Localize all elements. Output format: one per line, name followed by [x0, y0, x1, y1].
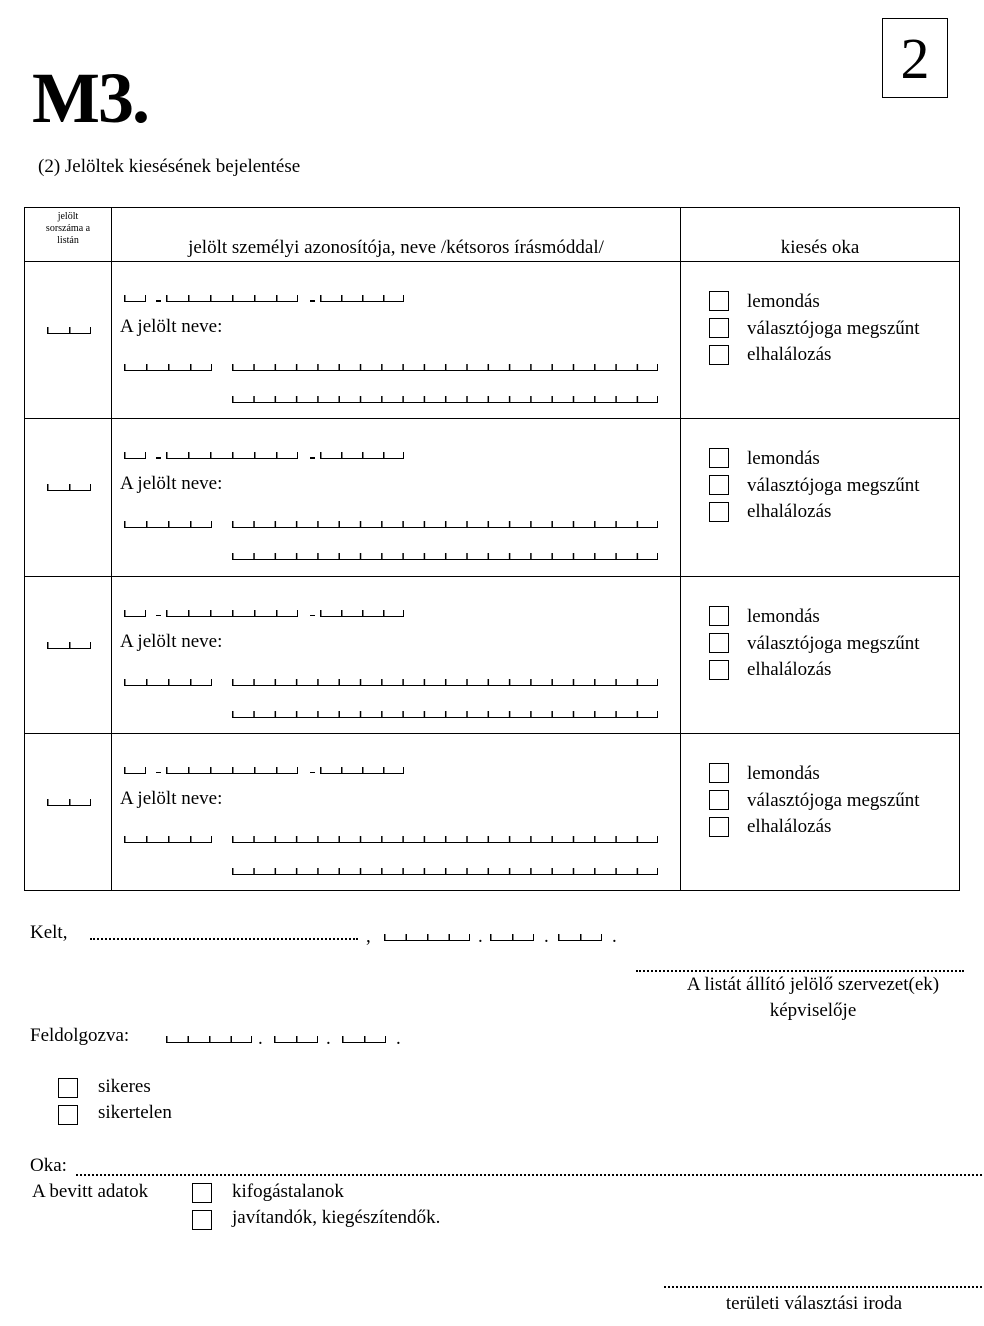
sikertelen-checkbox[interactable] [58, 1105, 78, 1125]
kelt-month-field[interactable] [490, 934, 534, 941]
name-line1-field[interactable] [232, 679, 658, 686]
col-header-identity: jelölt személyi azonosítója, neve /kétsoros írásmóddal/ [112, 208, 681, 262]
valasztojog-checkbox[interactable] [709, 633, 729, 653]
reason-cell [681, 262, 959, 418]
id-field-birthdate[interactable] [166, 295, 298, 302]
name-line1-field[interactable] [232, 364, 658, 371]
identity-cell [112, 419, 680, 575]
list-number-field[interactable] [47, 327, 91, 334]
list-number-field[interactable] [47, 799, 91, 806]
elhalalozas-checkbox[interactable] [709, 817, 729, 837]
id-field-serial[interactable] [320, 767, 404, 774]
elhalalozas-label: elhalálozás [747, 815, 832, 837]
lemondas-checkbox[interactable] [709, 448, 729, 468]
lemondas-label: lemondás [747, 762, 820, 784]
sikertelen-label: sikertelen [98, 1102, 172, 1123]
id-field-serial[interactable] [320, 295, 404, 302]
elhalalozas-checkbox[interactable] [709, 502, 729, 522]
signature2-title: területi választási iroda [725, 1293, 903, 1314]
signature2-line[interactable] [664, 1286, 982, 1288]
lemondas-label: lemondás [747, 605, 820, 627]
signature1-subtitle: képviselője [769, 1000, 857, 1021]
feldolgozva-day-field[interactable] [342, 1036, 386, 1043]
javitandok-checkbox[interactable] [192, 1210, 212, 1230]
elhalalozas-label: elhalálozás [747, 344, 832, 366]
name-prefix-field[interactable] [124, 836, 212, 843]
reason-cell [681, 419, 959, 575]
identity-cell [112, 577, 680, 733]
kifogastalanok-label: kifogástalanok [232, 1181, 344, 1202]
table-row [25, 733, 960, 890]
feldolgozva-label: Feldolgozva: [30, 1025, 130, 1046]
oka-field[interactable] [76, 1174, 982, 1176]
col-header-number: jelölt sorszáma a listán [25, 208, 112, 262]
lemondas-label: lemondás [747, 448, 820, 470]
name-line2-field[interactable] [232, 396, 658, 403]
id-field-birthdate[interactable] [166, 767, 298, 774]
feldolgozva-year-field[interactable] [166, 1036, 252, 1043]
name-line2-field[interactable] [232, 711, 658, 718]
kelt-label: Kelt, [30, 922, 68, 943]
elhalalozas-label: elhalálozás [747, 658, 832, 680]
id-field-birthdate[interactable] [166, 452, 298, 459]
id-field-birthdate[interactable] [166, 610, 298, 617]
page-number-box: 2 [882, 18, 948, 98]
valasztojog-label: választójoga megszűnt [747, 318, 920, 340]
elhalalozas-checkbox[interactable] [709, 345, 729, 365]
signature1-title: A listát állító jelölő szervezet(ek) [686, 974, 940, 995]
elhalalozas-checkbox[interactable] [709, 660, 729, 680]
javitandok-label: javítandók, kiegészítendők. [232, 1207, 441, 1228]
lemondas-checkbox[interactable] [709, 291, 729, 311]
elhalalozas-label: elhalálozás [747, 501, 832, 523]
candidate-name-label: A jelölt neve: [120, 787, 223, 809]
id-field-sex[interactable] [124, 295, 146, 302]
id-field-sex[interactable] [124, 452, 146, 459]
candidate-table [24, 207, 960, 891]
list-number-field[interactable] [47, 642, 91, 649]
identity-cell [112, 262, 680, 418]
lemondas-label: lemondás [747, 291, 820, 313]
table-row [25, 419, 960, 576]
candidate-name-label: A jelölt neve: [120, 316, 223, 338]
oka-label: Oka: [30, 1155, 67, 1176]
name-line1-field[interactable] [232, 836, 658, 843]
valasztojog-checkbox[interactable] [709, 790, 729, 810]
identity-cell [112, 734, 680, 890]
name-prefix-field[interactable] [124, 679, 212, 686]
valasztojog-label: választójoga megszűnt [747, 475, 920, 497]
name-prefix-field[interactable] [124, 364, 212, 371]
name-line1-field[interactable] [232, 521, 658, 528]
form-subtitle: (2) Jelöltek kiesésének bejelentése [38, 156, 301, 177]
list-number-cell [25, 577, 111, 733]
candidate-name-label: A jelölt neve: [120, 473, 223, 495]
form-code: M3. [32, 58, 148, 138]
valasztojog-checkbox[interactable] [709, 318, 729, 338]
list-number-field[interactable] [47, 484, 91, 491]
kifogastalanok-checkbox[interactable] [192, 1183, 212, 1203]
sikeres-checkbox[interactable] [58, 1078, 78, 1098]
kelt-year-field[interactable] [384, 934, 470, 941]
table-row [25, 262, 960, 419]
feldolgozva-month-field[interactable] [274, 1036, 318, 1043]
name-prefix-field[interactable] [124, 521, 212, 528]
col-header-reason: kiesés oka [681, 208, 960, 262]
id-field-sex[interactable] [124, 767, 146, 774]
candidate-name-label: A jelölt neve: [120, 630, 223, 652]
valasztojog-checkbox[interactable] [709, 475, 729, 495]
name-line2-field[interactable] [232, 868, 658, 875]
list-number-cell [25, 419, 111, 575]
table-row [25, 576, 960, 733]
reason-cell [681, 577, 959, 733]
list-number-cell [25, 262, 111, 418]
kelt-day-field[interactable] [558, 934, 602, 941]
lemondas-checkbox[interactable] [709, 763, 729, 783]
signature1-line[interactable] [636, 970, 964, 972]
reason-cell [681, 734, 959, 890]
valasztojog-label: választójoga megszűnt [747, 632, 920, 654]
id-field-serial[interactable] [320, 452, 404, 459]
name-line2-field[interactable] [232, 553, 658, 560]
id-field-serial[interactable] [320, 610, 404, 617]
sikeres-label: sikeres [98, 1076, 151, 1097]
id-field-sex[interactable] [124, 610, 146, 617]
list-number-cell [25, 734, 111, 890]
valasztojog-label: választójoga megszűnt [747, 789, 920, 811]
bevitt-label: A bevitt adatok [32, 1181, 149, 1202]
kelt-place-field[interactable] [90, 938, 358, 940]
lemondas-checkbox[interactable] [709, 606, 729, 626]
